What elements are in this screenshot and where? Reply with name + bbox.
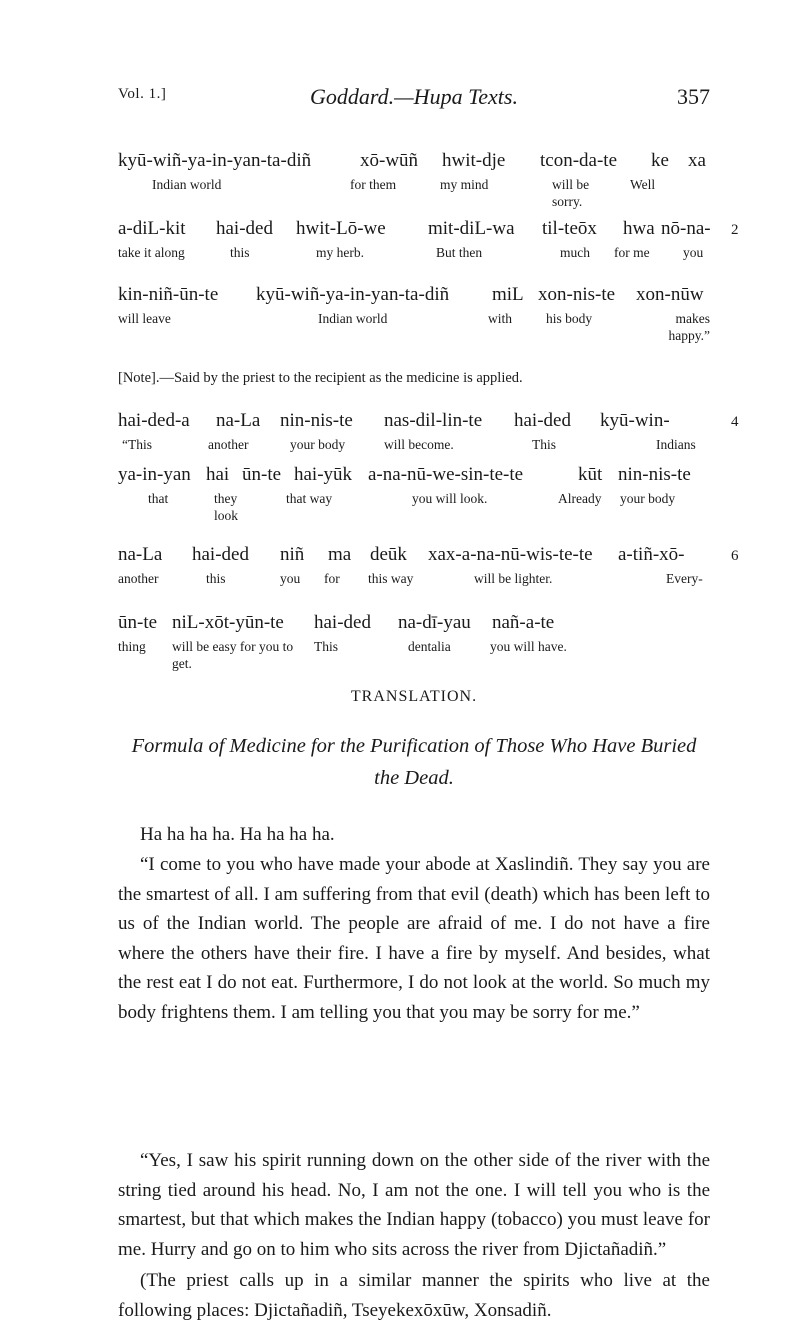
english-gloss: this xyxy=(230,245,250,260)
hupa-word: hai xyxy=(206,464,230,485)
english-gloss: much xyxy=(560,245,590,260)
english-gloss: will be easy for you to get. xyxy=(172,639,294,671)
paragraph: “Yes, I saw his spirit running down on the other side of the river with the string tied around his head. No, I am not the one. I will tell you who is the smartest, but that which makes the Indian happy (tobacco) you must leave for me. Hurry and go on to him who sits across the river from Djictañadiñ.” xyxy=(118,1150,710,1260)
hupa-word: ma xyxy=(328,544,352,565)
english-gloss: for me xyxy=(614,245,650,260)
hupa-word: nō-na- xyxy=(661,218,711,239)
hupa-word: miL xyxy=(492,284,524,305)
english-gloss: you will have. xyxy=(490,639,567,654)
running-header xyxy=(118,84,710,108)
english-gloss: Indian world xyxy=(318,311,388,326)
hupa-word: hai-ded xyxy=(514,410,571,431)
english-gloss: Indian world xyxy=(152,177,222,192)
hupa-word: hwa xyxy=(623,218,655,239)
hupa-word: xō-wūñ xyxy=(360,150,419,171)
hupa-word: xon-nūw xyxy=(636,284,704,305)
english-gloss: my herb. xyxy=(316,245,364,260)
english-gloss: another xyxy=(208,437,249,452)
english-gloss: thing xyxy=(118,639,146,654)
hupa-word: nin-nis-te xyxy=(280,410,353,431)
hupa-word: xa xyxy=(688,150,706,171)
english-gloss: This xyxy=(532,437,557,452)
english-gloss: will be lighter. xyxy=(474,571,553,586)
line-number: 4 xyxy=(731,414,739,430)
hupa-word: a-diL-kit xyxy=(118,218,186,239)
paragraph: “I come to you who have made your abode at Xaslindiñ. They say you are the smartest of all. I am suffering from that evil (death) which has been left to us of the Indian world. The people are afraid of me. I do not have a fire where the others have their fire. I have a fire by myself. And besides, what the rest eat I do not eat. Furthermore, I do not look at the world. So much my body frightens them. I am telling you that you may be sorry for me.” xyxy=(118,854,710,1023)
hupa-word: na-La xyxy=(216,410,261,431)
paragraph: (The priest calls up in a similar manner the spirits who live at the following places: Djictañadiñ, Tseyekexōxūw, Xonsadiñ. xyxy=(118,1270,710,1321)
hupa-word: kyū-wiñ-ya-in-yan-ta-diñ xyxy=(118,150,312,171)
english-gloss: this xyxy=(206,571,226,586)
hupa-word: hai-yūk xyxy=(294,464,353,485)
hupa-word: ya-in-yan xyxy=(118,464,191,485)
hupa-word: na-dī-yau xyxy=(398,612,471,633)
english-gloss: his body xyxy=(546,311,593,326)
hupa-word: hai-ded xyxy=(192,544,249,565)
english-gloss: Already xyxy=(558,491,602,506)
hupa-word: hai-ded-a xyxy=(118,410,190,431)
english-gloss: my mind xyxy=(440,177,489,192)
hupa-word: hwit-dje xyxy=(442,150,506,171)
hupa-word: kin-niñ-ūn-te xyxy=(118,284,219,305)
english-gloss: this way xyxy=(368,571,414,586)
english-gloss: another xyxy=(118,571,159,586)
english-gloss: you xyxy=(280,571,301,586)
hupa-word: ke xyxy=(651,150,669,171)
hupa-word: a-na-nū-we-sin-te-te xyxy=(368,464,524,485)
english-gloss: you will look. xyxy=(412,491,488,506)
hupa-word: mit-diL-wa xyxy=(428,218,515,239)
hupa-word: xax-a-na-nū-wis-te-te xyxy=(428,544,593,565)
note: [Note].—Said by the priest to the recipient as the medicine is applied. xyxy=(118,370,523,386)
english-gloss: Every- xyxy=(666,571,703,586)
english-gloss: will become. xyxy=(384,437,454,452)
hupa-word: nin-nis-te xyxy=(618,464,691,485)
translation-heading: TRANSLATION. xyxy=(350,688,478,705)
english-gloss: makes happy.” xyxy=(668,311,710,343)
english-gloss: for them xyxy=(350,177,397,192)
english-gloss: But then xyxy=(436,245,483,260)
hupa-word: kyū-wiñ-ya-in-yan-ta-diñ xyxy=(256,284,450,305)
hupa-word: hai-ded xyxy=(216,218,273,239)
hupa-word: niñ xyxy=(280,544,305,565)
english-gloss: Indians xyxy=(656,437,696,452)
hupa-word: hwit-Lō-we xyxy=(296,218,386,239)
hupa-word: xon-nis-te xyxy=(538,284,616,305)
english-gloss: you xyxy=(683,245,704,260)
english-gloss: This xyxy=(314,639,339,654)
hupa-word: ūn-te xyxy=(118,612,158,633)
hupa-word: til-teōx xyxy=(542,218,597,239)
hupa-word: nañ-a-te xyxy=(492,612,555,633)
english-gloss: they look xyxy=(214,491,239,523)
hupa-word: tcon-da-te xyxy=(540,150,618,171)
english-gloss: Well xyxy=(630,177,656,192)
english-gloss: your body xyxy=(620,491,676,506)
english-gloss: for xyxy=(324,571,340,586)
hupa-word: niL-xōt-yūn-te xyxy=(172,612,284,633)
hupa-word: deūk xyxy=(370,544,407,565)
english-gloss: take it along xyxy=(118,245,185,260)
english-gloss: “This xyxy=(122,437,152,452)
english-gloss: will be sorry. xyxy=(552,177,590,209)
english-gloss: that way xyxy=(286,491,333,506)
english-gloss: will leave xyxy=(118,311,171,326)
hupa-word: nas-dil-lin-te xyxy=(384,410,483,431)
formula-title: Formula of Medicine for the Purification of Those Who Have Buried the Dead. xyxy=(131,735,697,789)
running-title: Goddard.—Hupa Texts. xyxy=(309,84,518,109)
line-number: 2 xyxy=(731,222,739,238)
english-gloss: dentalia xyxy=(408,639,451,654)
line-number: 6 xyxy=(731,548,739,564)
paragraph: Ha ha ha ha. Ha ha ha ha. xyxy=(140,824,335,845)
page-number: 357 xyxy=(677,84,710,109)
hupa-word: a-tiñ-xō- xyxy=(618,544,685,565)
hupa-word: ūn-te xyxy=(242,464,282,485)
hupa-word: kūt xyxy=(578,464,603,485)
hupa-word: kyū-win- xyxy=(600,410,670,431)
english-gloss: your body xyxy=(290,437,346,452)
hupa-word: hai-ded xyxy=(314,612,371,633)
english-gloss: with xyxy=(488,311,513,326)
hupa-word: na-La xyxy=(118,544,163,565)
volume-label: Vol. 1.] xyxy=(118,86,167,102)
english-gloss: that xyxy=(148,491,169,506)
